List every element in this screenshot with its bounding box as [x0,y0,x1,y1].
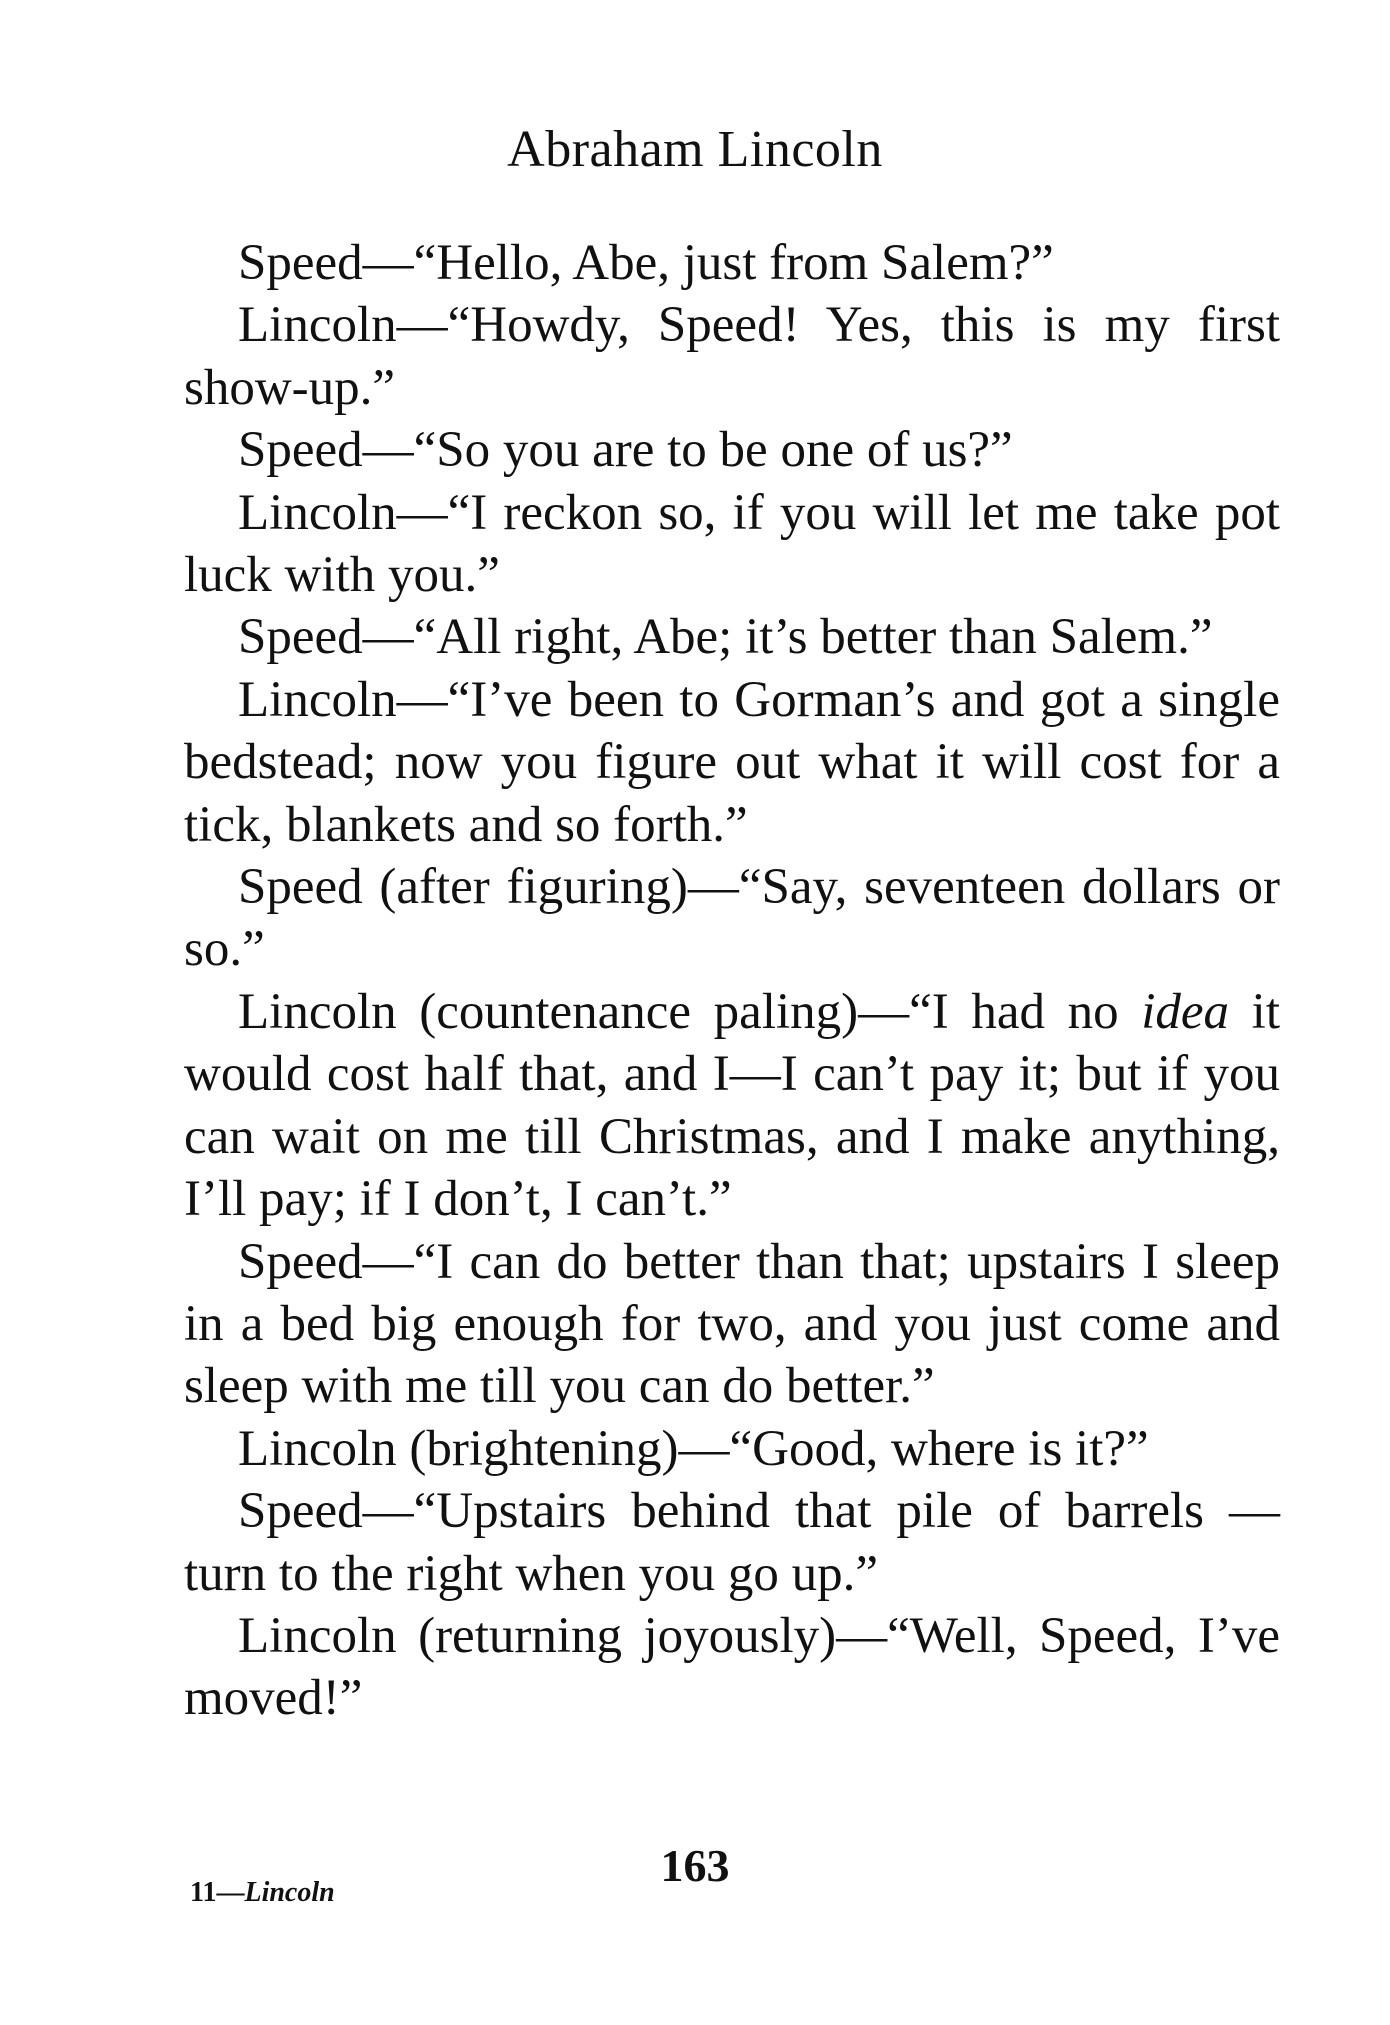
dialogue-paragraph [184,1480,1280,1605]
dialogue-paragraph [184,606,1280,668]
dialogue-paragraph [184,294,1280,419]
paragraph-text: Lincoln—“I’ve been to Gorman’s and got a single bedstead; now you figure out what it will cost for a tick, blankets and so forth.” [184,671,1280,853]
signature-word: Lincoln [244,1877,335,1908]
paragraph-text: it would cost half that, and I—I can’t pay it; but if you can wait on me till Christmas, and I make anything, I’ll pay; if I don’t, I can’t.” [184,983,1280,1228]
dialogue-body [184,232,1280,1730]
dialogue-paragraph [184,482,1280,607]
paragraph-text: Speed—“Upstairs behind that pile of barrels —turn to the right when you go up.” [184,1483,1280,1602]
page-number: 163 [660,1840,730,1891]
dialogue-paragraph [184,856,1280,981]
dialogue-paragraph [184,1418,1280,1480]
paragraph-text: Lincoln—“I reckon so, if you will let me take pot luck with you.” [184,484,1280,604]
dialogue-paragraph [184,669,1280,856]
dialogue-paragraph [184,419,1280,481]
signature-mark [190,1876,335,1910]
paragraph-text: Lincoln (returning joyously)—“Well, Speed, I’ve moved!” [184,1607,1280,1727]
dialogue-paragraph [184,1231,1280,1418]
emphasized-word: idea [1141,983,1230,1040]
running-head-title: Abraham Lincoln [507,121,883,178]
dialogue-paragraph [184,232,1280,294]
paragraph-text: Speed—“I can do better than that; upstairs I sleep in a bed big enough for two, and you just come and sleep with me till you can do better.” [184,1233,1280,1415]
signature-number: 11— [190,1877,245,1908]
dialogue-paragraph [184,981,1280,1231]
dialogue-paragraph [184,1605,1280,1730]
paragraph-text: Speed—“Hello, Abe, just from Salem?” [238,235,1054,291]
paragraph-text: Lincoln (countenance paling)—“I had no [238,983,1142,1040]
paragraph-text: Speed—“All right, Abe; it’s better than Salem.” [238,609,1213,666]
paragraph-text: Speed—“So you are to be one of us?” [238,422,1013,479]
paragraph-text: Lincoln (brightening)—“Good, where is it?” [238,1420,1149,1477]
paragraph-text: Lincoln—“Howdy, Speed! Yes, this is my first show-up.” [184,297,1280,416]
paragraph-text: Speed (after figuring)—“Say, seventeen dollars or so.” [184,859,1280,978]
